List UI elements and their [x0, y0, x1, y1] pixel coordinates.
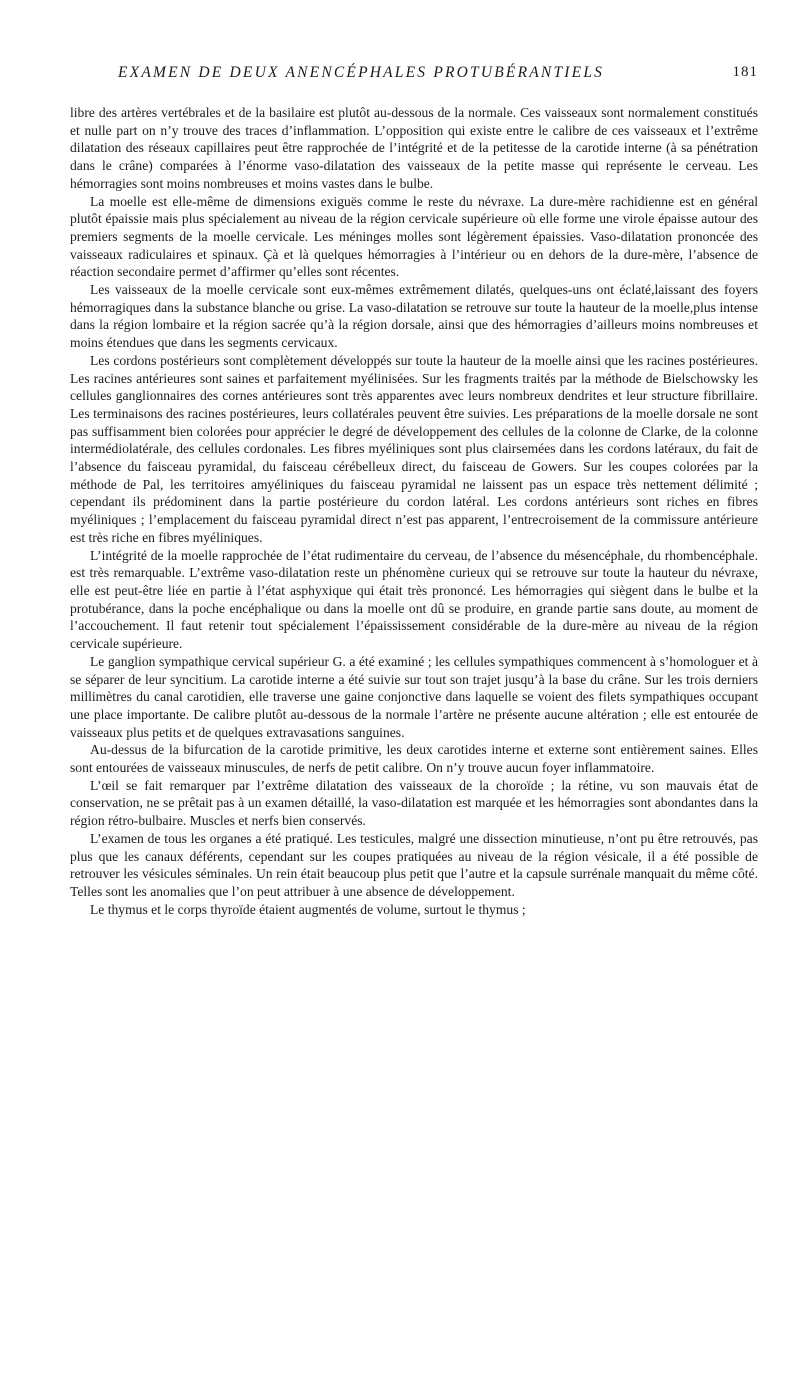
paragraph-6: Le ganglion sympathique cervical supérieur G. a été examiné ; les cellules sympathiques commencent à s’homologuer et à se séparer de leur syncitium. La carotide interne a été suivie sur tout son trajet jusqu’à la base du crâne. Sur les trois derniers millimètres du canal carotidien, elle traverse une gaine conjonctive dans laquelle se voient des filets sympathiques occupant une place importante. De calibre plutôt au-dessous de la normale l’artère ne présente aucune altération ; elle est entourée de vaisseaux plus petits et de quelques extravasations sanguines. — [70, 653, 758, 740]
document-page — [70, 0, 758, 1380]
page-number: 181 — [732, 64, 758, 80]
paragraph-8: L’œil se fait remarquer par l’extrême dilatation des vaisseaux de la choroïde ; la rétine, vu son mauvais état de conservation, ne se prêtait pas à un examen détaillé, la vaso-dilatation est marquée et les hémorragies sont abondantes dans la région rétro-bulbaire. Muscles et nerfs bien conservés. — [70, 777, 758, 829]
paragraph-3: Les vaisseaux de la moelle cervicale sont eux-mêmes extrêmement dilatés, quelques-uns ont éclaté,laissant des foyers hémorragiques dans la substance blanche ou grise. La vaso-dilatation se retrouve sur toute la hauteur de la moelle,plus intense dans la région lombaire et la région sacrée qu’à la région dorsale, ainsi que des hémorragies d’ailleurs moins nombreuses et moins étendues que dans les segments cervicaux. — [70, 282, 758, 351]
paragraph-9: L’examen de tous les organes a été pratiqué. Les testicules, malgré une dissection minutieuse, n’ont pu être retrouvés, pas plus que les canaux déférents, cependant sur les coupes pratiquées au niveau de la région vésicale, il a été possible de retrouver les vésicules séminales. Un rein était beaucoup plus petit que l’autre et la capsule surrénale manquait du même côté. Telles sont les anomalies que l’on peut attribuer à une absence de développement. — [70, 830, 758, 899]
paragraph-10: Le thymus et le corps thyroïde étaient augmentés de volume, surtout le thymus ; — [90, 901, 526, 917]
body-text — [70, 104, 758, 918]
paragraph-7: Au-dessus de la bifurcation de la carotide primitive, les deux carotides interne et externe sont entièrement saines. Elles sont entourées de vaisseaux minuscules, de nerfs de petit calibre. On n’y trouve aucun foyer inflammatoire. — [70, 742, 758, 776]
paragraph-1: libre des artères vertébrales et de la basilaire est plutôt au-dessous de la normale. Ces vaisseaux sont normalement constitués et nulle part on n’y trouve des traces d’inflammation. L’opposition qui existe entre le calibre de ces vaisseaux et l’extrême dilatation des réseaux capillaires peut être rapprochée de l’intégrité et de la petitesse de la carotide interne (à sa pénétration dans le crâne) comparées à l’énorme vaso-dilatation des vaisseaux de la petite masse qui représente le cerveau. Les hémorragies sont moins nombreuses et moins vastes dans le bulbe. — [70, 105, 758, 191]
running-title: EXAMEN DE DEUX ANENCÉPHALES PROTUBÉRANTIELS — [118, 64, 605, 81]
paragraph-2: La moelle est elle-même de dimensions exiguës comme le reste du névraxe. La dure-mère rachidienne est en général plutôt épaissie mais plus spécialement au niveau de la région cervicale supérieure où elle forme une virole épaisse autour des premiers segments de la moelle cervicale. Les méninges molles sont légèrement épaissies. Vaso-dilatation prononcée des vaisseaux radiculaires et spinaux. Çà et là quelques hémorragies à l’intérieur ou en dehors de la dure-mère, l’absence de réaction secondaire permet d’affirmer qu’elles sont récentes. — [70, 193, 758, 280]
paragraph-5: L’intégrité de la moelle rapprochée de l’état rudimentaire du cerveau, de l’absence du mésencéphale, du rhombencéphale. est très remarquable. L’extrême vaso-dilatation reste un phénomène curieux qui se retrouve sur toute la hauteur du névraxe, elle est peut-être liée en partie à l’état asphyxique qui était très prononcé. Les hémorragies qui siègent dans le bulbe et la protubérance, dans la poche encéphalique ou dans la moelle ont dû se produire, en grande partie sans doute, au moment de l’accouchement. Il faut retenir tout spécialement l’épaississement considérable de la dure-mère au niveau de la région cervicale supérieure. — [70, 547, 758, 652]
page-header — [70, 64, 758, 86]
paragraph-4: Les cordons postérieurs sont complètement développés sur toute la hauteur de la moelle ainsi que les racines postérieures. Les racines antérieures sont saines et parfaitement myélinisées. Sur les fragments traités par la méthode de Bielschowsky les cellules ganglionnaires des cornes antérieures sont très apparentes avec leurs nombreux dendrites et leur structure fibrillaire. Les terminaisons des racines postérieures, leurs collatérales peuvent être suivies. Les préparations de la moelle dorsale ne sont pas suffisamment bien colorées pour apprécier le degré de développement des cellules de la colonne de Clarke, de la colonne intermédiolatérale, des cellules cordonales. Les fibres myéliniques sont plus clairsemées dans les cordons latéraux, du fait de l’absence du faisceau pyramidal, du faisceau cérébelleux direct, du faisceau de Gowers. Sur les coupes colorées par la méthode de Pal, les territoires amyéliniques du faisceau pyramidal ne laissent pas un espace très nettement délimité ; cependant ils prédominent dans la partie postérieure du cordon latéral. Les cordons antérieurs sont riches en fibres myéliniques ; l’emplacement du faisceau pyramidal direct n’est pas apparent, l’entrecroisement de la commissure antérieure est très riche en fibres myéliniques. — [70, 352, 758, 545]
